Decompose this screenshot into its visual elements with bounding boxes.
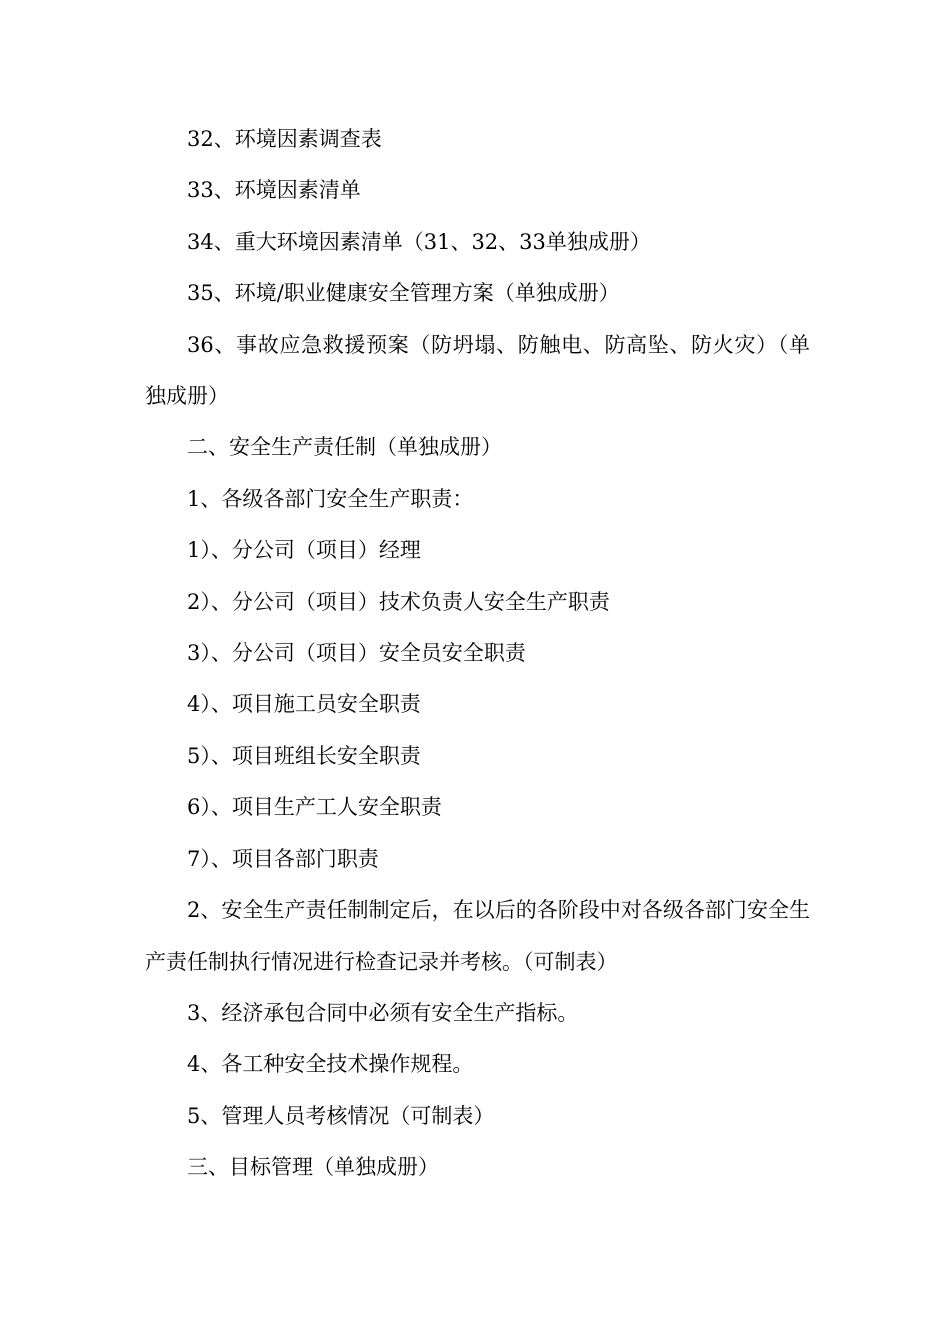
subsection-3: 3、经济承包合同中必须有安全生产指标。 [187,1000,579,1025]
duty-item-3: 3）、分公司（项目）安全员安全职责 [187,641,526,666]
document-body [145,114,810,1194]
list-item-34: 34、重大环境因素清单（31、32、33单独成册） [187,229,651,254]
duty-item-6: 6）、项目生产工人安全职责 [187,795,442,820]
subsection-2: 2、安全生产责任制制定后，在以后的各阶段中对各级各部门安全生产责任制执行情况进行检查记录并考核。（可制表） [145,898,810,974]
subsection-1: 1、各级各部门安全生产职责： [187,486,474,511]
subsection-4: 4、各工种安全技术操作规程。 [187,1052,474,1077]
duty-item-2: 2）、分公司（项目）技术负责人安全生产职责 [187,589,610,614]
list-item-35: 35、环境/职业健康安全管理方案（单独成册） [187,281,620,306]
subsection-5: 5、管理人员考核情况（可制表） [187,1103,495,1128]
section-heading-2: 二、安全生产责任制（单独成册） [187,435,502,460]
duty-item-5: 5）、项目班组长安全职责 [187,743,421,768]
section-heading-3: 三、目标管理（单独成册） [187,1155,439,1180]
duty-item-7: 7）、项目各部门职责 [187,846,379,871]
duty-item-4: 4）、项目施工员安全职责 [187,692,421,717]
list-item-36: 36、事故应急救援预案（防坍塌、防触电、防高坠、防火灾）（单独成册） [145,332,810,409]
duty-item-1: 1）、分公司（项目）经理 [187,538,421,563]
list-item-32: 32、环境因素调查表 [187,127,382,151]
list-item-33: 33、环境因素清单 [187,178,361,203]
